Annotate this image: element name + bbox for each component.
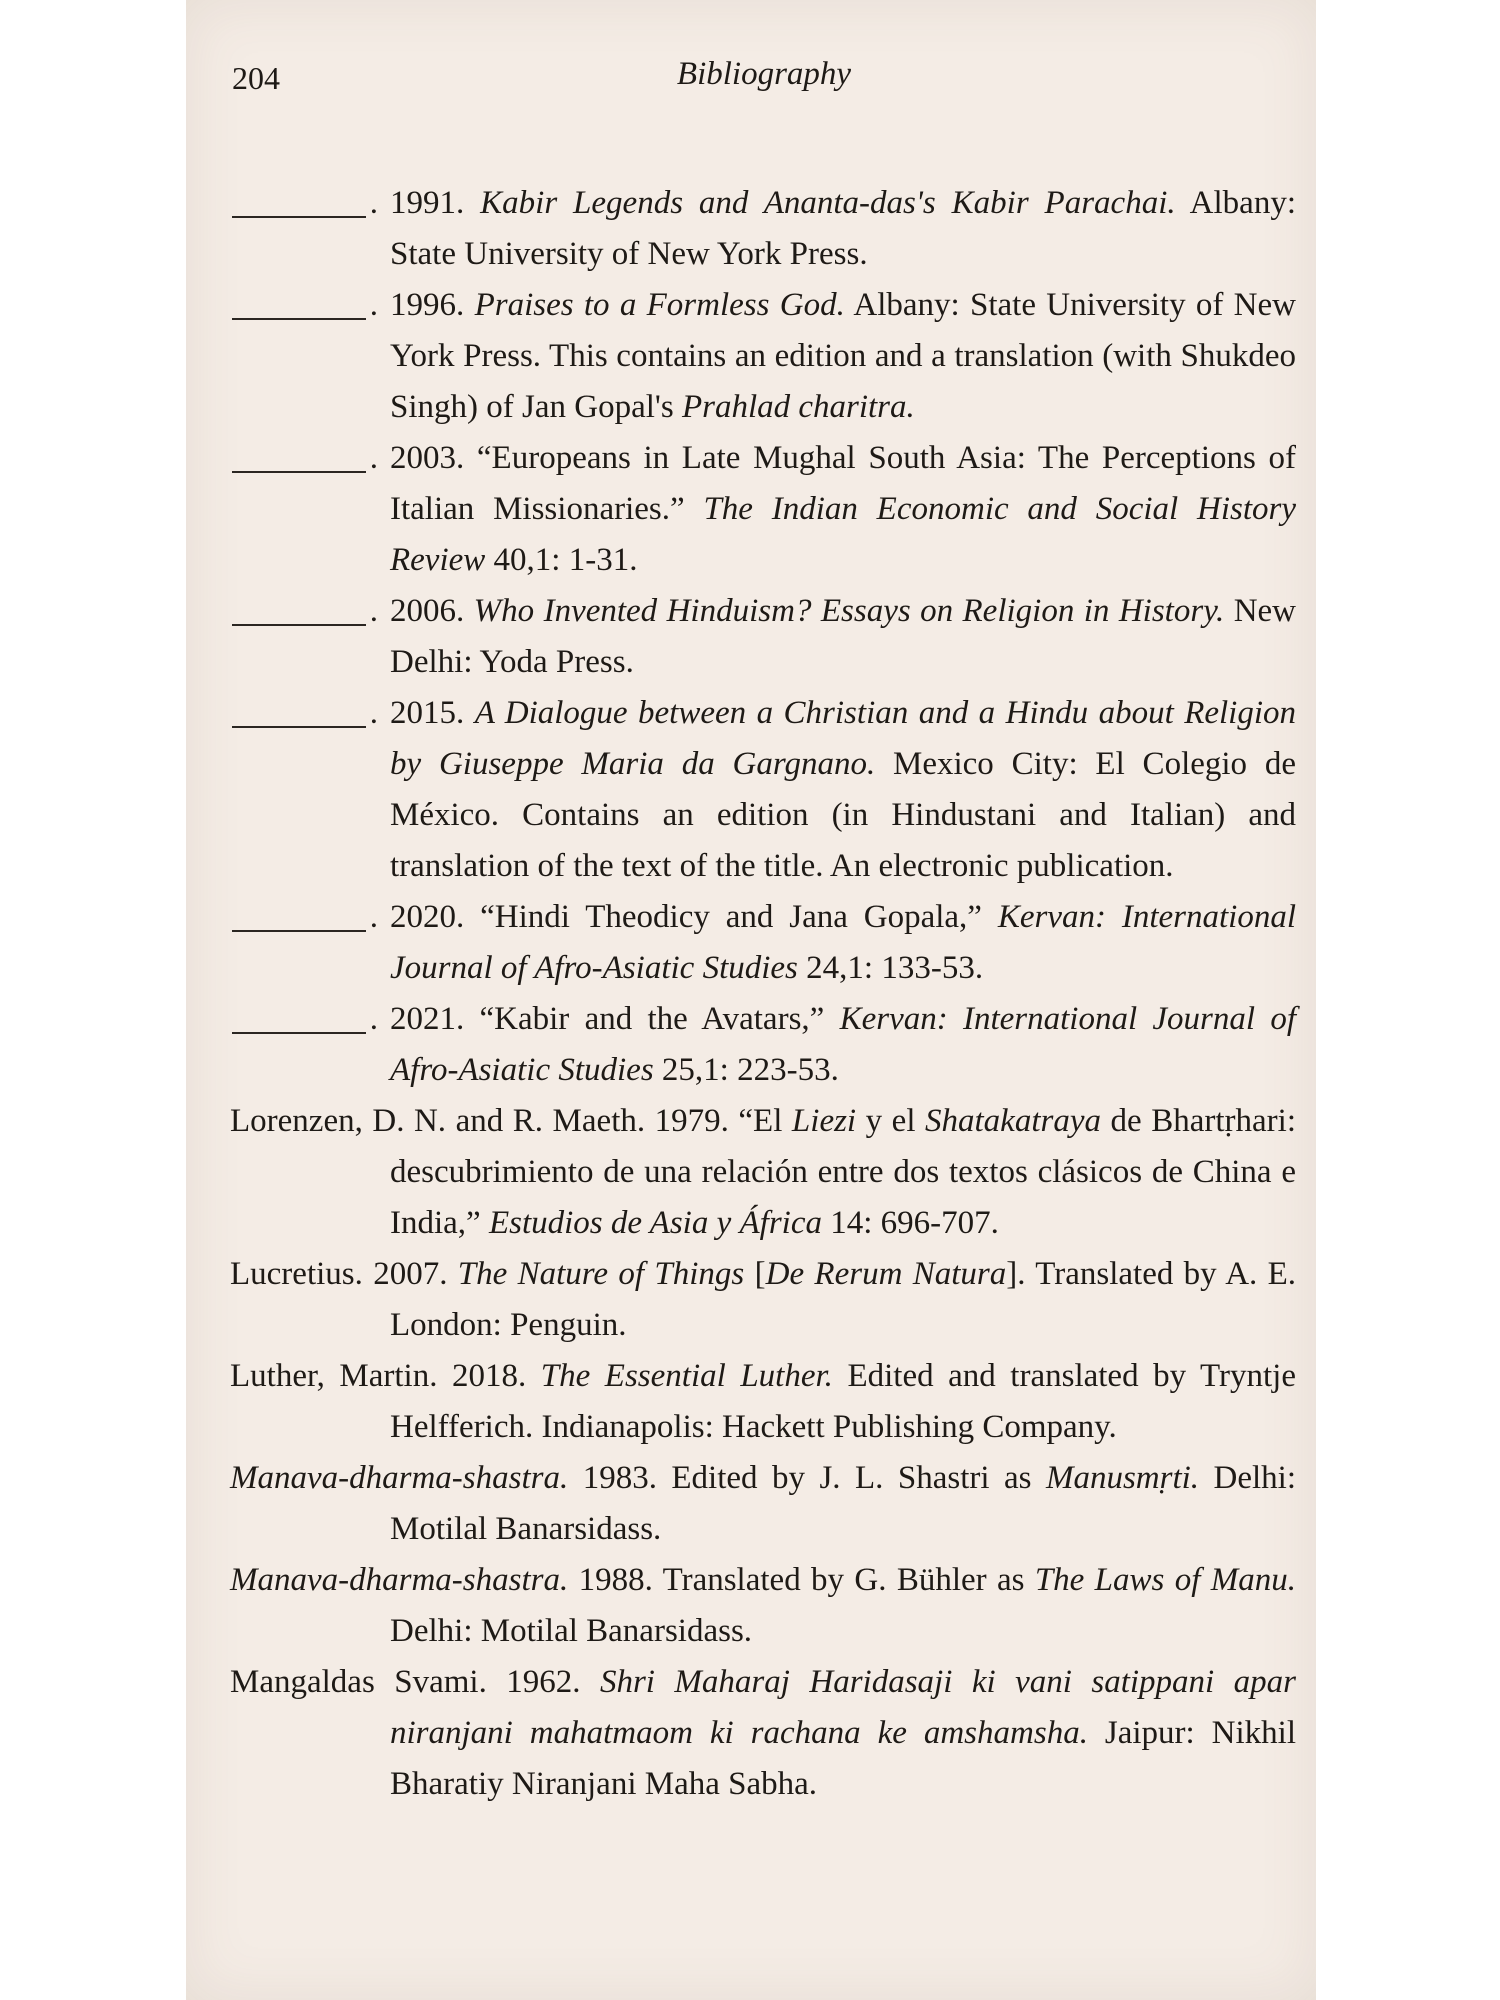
ditto-dash: [230, 280, 380, 331]
bibliography-list: [230, 178, 1296, 1810]
bibliography-entry-2015: . 2015. A Dialogue between a Christian and a Hindu about Religion by Giuseppe Maria da Gargnano. Mexico City: El Colegio de México. Contains an edition (in Hindustani and Italian) and translation of the text of the title. An electronic publication.: [230, 688, 1296, 892]
bibliography-entry-2021: . 2021. “Kabir and the Avatars,” Kervan: International Journal of Afro-Asiatic Studies 25,1: 223-53.: [230, 994, 1296, 1096]
bibliography-entry-manava-1983: Manava-dharma-shastra. 1983. Edited by J. L. Shastri as Manusmṛti. Delhi: Motilal Banarsidass.: [230, 1460, 1296, 1547]
bibliography-entry-lucretius: Lucretius. 2007. The Nature of Things [De Rerum Natura]. Translated by A. E. London: Penguin.: [230, 1256, 1297, 1343]
ditto-dash: [230, 586, 380, 637]
ditto-dash: [230, 433, 380, 484]
page-header: [232, 52, 1296, 102]
bibliography-entry-1991: . 1991. Kabir Legends and Ananta-das's Kabir Parachai. Albany: State University of New York Press.: [230, 178, 1296, 280]
bibliography-entry-1996: . 1996. Praises to a Formless God. Albany: State University of New York Press. This contains an edition and a translation (with Shukdeo Singh) of Jan Gopal's Prahlad charitra.: [230, 280, 1296, 433]
bibliography-entry-lorenzen-maeth: Lorenzen, D. N. and R. Maeth. 1979. “El Liezi y el Shatakatraya de Bhartṛhari: descubrimiento de una relación entre dos textos clásicos de China e India,” Estudios de Asia y África 14: 696-707.: [230, 1103, 1296, 1241]
bibliography-entry-luther: Luther, Martin. 2018. The Essential Luther. Edited and translated by Tryntje Helfferich. Indianapolis: Hackett Publishing Company.: [230, 1358, 1296, 1445]
ditto-dash: [230, 994, 380, 1045]
ditto-dash: [230, 178, 380, 229]
bibliography-entry-2003: . 2003. “Europeans in Late Mughal South Asia: The Perceptions of Italian Missionaries.” The Indian Economic and Social History Review 40,1: 1-31.: [230, 433, 1296, 586]
bibliography-entry-2020: . 2020. “Hindi Theodicy and Jana Gopala,” Kervan: International Journal of Afro-Asiatic Studies 24,1: 133-53.: [230, 892, 1296, 994]
page-number: 204: [232, 60, 280, 96]
bibliography-entry-2006: . 2006. Who Invented Hinduism? Essays on Religion in History. New Delhi: Yoda Press.: [230, 586, 1296, 688]
ditto-dash: [230, 688, 380, 739]
bibliography-entry-mangaldas: Mangaldas Svami. 1962. Shri Maharaj Haridasaji ki vani satippani apar niranjani mahatmaom ki rachana ke amshamsha. Jaipur: Nikhil Bharatiy Niranjani Maha Sabha.: [230, 1664, 1296, 1802]
bibliography-entry-manava-1988: Manava-dharma-shastra. 1988. Translated by G. Bühler as The Laws of Manu. Delhi: Motilal Banarsidass.: [230, 1562, 1296, 1649]
ditto-dash: [230, 892, 380, 943]
running-title: Bibliography: [676, 56, 852, 92]
book-page: [186, 0, 1316, 2000]
